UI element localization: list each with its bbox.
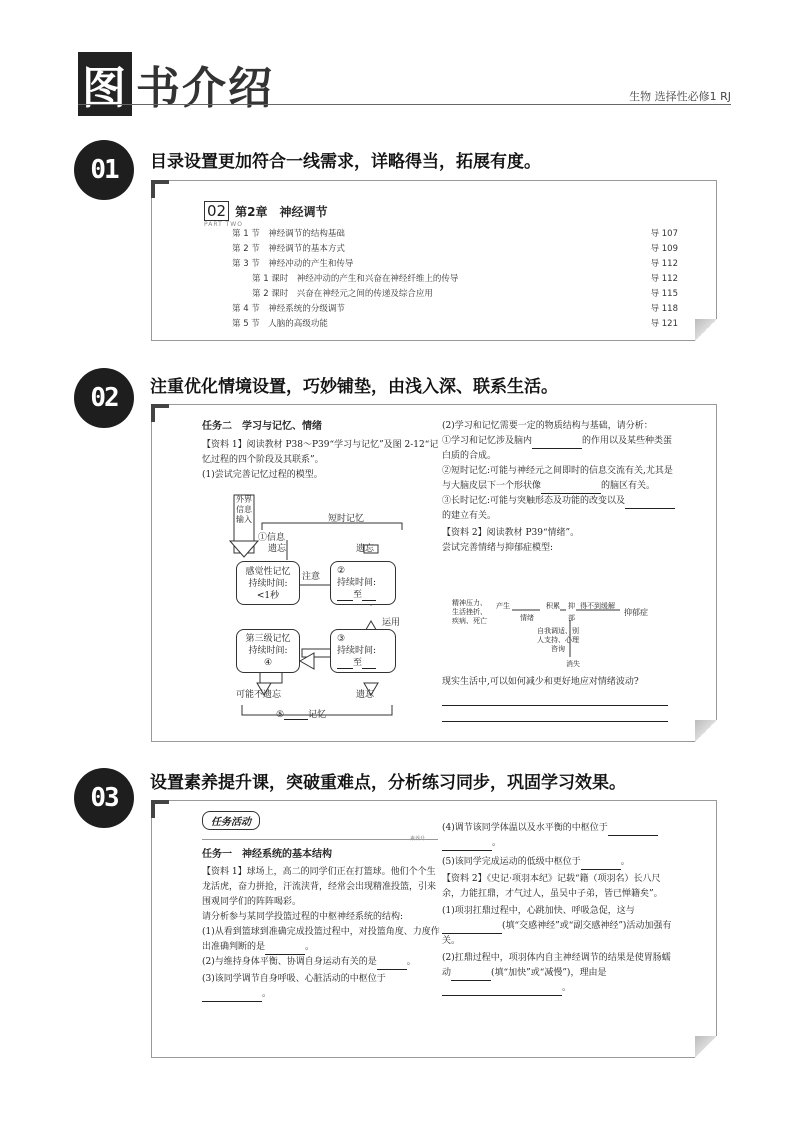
toc-entry [232,257,678,269]
emotion-bu: 部 [568,614,575,622]
toc-entry [232,302,678,314]
nerve-panel [151,800,717,1058]
subject-label: 生物 选择性必修1 RJ [629,90,731,103]
label-to-3: 至 [353,658,363,668]
right-q-2: ②短时记忆:可能与神经元之间即时的信息交流有关,尤其是与大脑皮层下一个形状像 的脑区有关。 [442,464,678,494]
page-fold-corner [695,319,717,341]
label-to-2: 至 [353,590,363,600]
s3-material-1: 【资料 1】球场上，高二的同学们正在打篮球。他们个个生龙活虎，奋力拼抢，汗流浃背，经常会出现精准投篮，引来围观同学们的阵阵喝彩。 [202,867,437,907]
memory-panel [151,404,717,742]
s3-right-2: (5)该同学完成运动的低级中枢位于 。 [442,855,678,870]
toc-entry-title: 第 3 节 神经冲动的产生和传导 [232,259,354,269]
chapter-number: 02 [204,201,229,221]
emotion-disappear: 消失 [566,660,580,668]
toc-entry-title: 第 1 节 神经调节的结构基础 [232,229,345,239]
emotion-adjust: 自我调适、别人支持、心理咨询 [537,627,579,653]
chapter-title: 第2章 神经调节 [235,204,328,219]
toc-entry [232,227,678,239]
toc-entry-title: 第 2 节 神经调节的基本方式 [232,244,345,254]
toc-entry [252,287,678,299]
toc-entry [232,242,678,254]
material-2: 【资料 2】阅读教材 P39“情绪”。 [442,528,580,538]
emotion-accumulate: 积累 [546,602,560,610]
page-fold-corner-3 [695,1036,717,1058]
toc-entry-title: 第 2 课时 兴奋在神经元之间的传递及综合应用 [252,289,433,299]
label-2: ② [337,566,346,576]
toc-entry-page: 导 109 [650,244,678,254]
toc-entry [232,317,678,329]
emotion-yi: 抑 [568,602,575,610]
toc-panel [151,180,717,341]
section-title-01: 目录设置更加符合一线需求，详略得当，拓展有度。 [150,152,541,172]
right-q-3: ③长时记忆:可能与突触形态及功能的改变以及的建立有关。 [442,494,678,524]
diagram-short-memory: 短时记忆 [328,514,365,524]
label-dur-2: 持续时间: [337,578,377,588]
label-dur-3: 持续时间: [337,646,377,656]
task-activity-badge: 任务活动 [202,811,260,830]
label-3: ③ [337,634,346,644]
toc-entry-page: 导 121 [650,319,678,329]
question-1: (1)尝试完善记忆过程的模型。 [202,470,323,480]
chapter-subtitle: PART TWO [204,221,243,228]
toc-entry-page: 导 118 [650,304,678,314]
diagram-memory: ⑤ 记忆 [276,710,327,720]
section-title-02: 注重优化情境设置，巧妙铺垫，由浅入深、联系生活。 [150,377,558,397]
diagram-attention: 注意 [302,572,321,582]
diagram-info: ①信息 [258,533,286,543]
diagram-forget-2: 遗忘 [356,544,375,554]
emotion-label: 情绪 [520,614,534,622]
toc-entry-page: 导 107 [650,229,678,239]
diagram-forget-1: 遗忘 [268,544,287,554]
section-badge-03: 03 [74,768,134,828]
toc-entry-page: 导 112 [650,259,678,269]
toc-header [204,201,327,221]
toc-entry-title: 第 5 节 人脑的高级功能 [232,319,328,329]
question-3: 现实生活中,可以如何减少和更好地应对情绪波动? [442,677,639,687]
small-label: 素养升 [410,836,426,842]
toc-entry-title: 第 4 节 神经系统的分级调节 [232,304,345,314]
s3-right-1: (4)调节该同学体温以及水平衡的中枢位于。 [442,821,678,851]
material-1: 【资料 1】阅读教材 P38～P39“学习与记忆”及图 2-12“记忆过程的四个阶段及其联系”。 [202,440,439,465]
page-fold-corner-2 [695,720,717,742]
toc-entry-title: 第 1 课时 神经冲动的产生和兴奋在神经纤维上的传导 [252,274,459,284]
page-title [78,52,274,116]
diagram-third-box: 第三级记忆 持续时间: ④ [236,629,300,673]
s3-question-2: (2)与维持身体平衡、协调自身运动有关的是 。 [202,955,440,970]
emotion-cause: 精神压力、生活挫折、疾病、死亡 [452,599,487,625]
task-title-2: 任务一 神经系统的基本结构 [202,849,332,860]
diagram-forget-3: 遗忘 [356,690,375,700]
s3-question-intro: 请分析参与某同学投篮过程的中枢神经系统的结构: [202,912,404,922]
right-q-intro: (2)学习和记忆需要一定的物质结构与基础，请分析： [442,421,653,431]
title-first-char: 图 [78,52,132,116]
emotion-depression: 抑郁症 [624,608,648,617]
toc-entry-page: 导 115 [650,289,678,299]
right-q-1: ①学习和记忆涉及脑内 的作用以及某些种类蛋白质的合成。 [442,436,673,461]
s3-right-4: (2)扛鼎过程中，项羽体内自主神经调节的结果是使胃肠蠕动 (填“加快”或“减慢”)，理由是。 [442,951,678,996]
s3-right-3: (1)项羽扛鼎过程中，心跳加快、呼吸急促，这与(填“交感神经”或“副交感神经”)活动加强有关。 [442,906,672,946]
emotion-no-relief: 得不到缓解 [580,602,615,610]
diagram-no-forget: 可能不遗忘 [236,690,282,700]
s3-question-1: (1)从看到篮球到准确完成投篮过程中，对投篮角度、力度作出准确判断的是 。 [202,925,440,955]
section-badge-02: 02 [74,368,134,428]
title-rest: 书介绍 [136,63,274,114]
task-title: 任务二 学习与记忆、情绪 [202,421,322,432]
s3-material-2: 【资料 2】《史记·项羽本纪》记载“籍（项羽名）长八尺余，力能扛鼎，才气过人，虽吴中子弟，皆已惮籍矣”。 [442,874,663,899]
section-badge-01: 01 [74,140,134,200]
section-title-03: 设置素养提升课，突破重难点，分析练习同步，巩固学习效果。 [150,773,626,793]
diagram-use: 运用 [382,618,401,628]
diagram-input: 外界信息输入 [236,495,252,524]
header-divider [78,104,731,105]
question-2: 尝试完善情绪与抑郁症模型: [442,543,554,553]
toc-entry-page: 导 112 [650,274,678,284]
s3-question-3: (3)该同学调节自身呼吸、心脏活动的中枢位于。 [202,972,440,1002]
diagram-sensory-box: 感觉性记忆 持续时间: <1秒 [236,561,300,605]
toc-entry [252,272,678,284]
emotion-produce: 产生 [496,602,510,610]
